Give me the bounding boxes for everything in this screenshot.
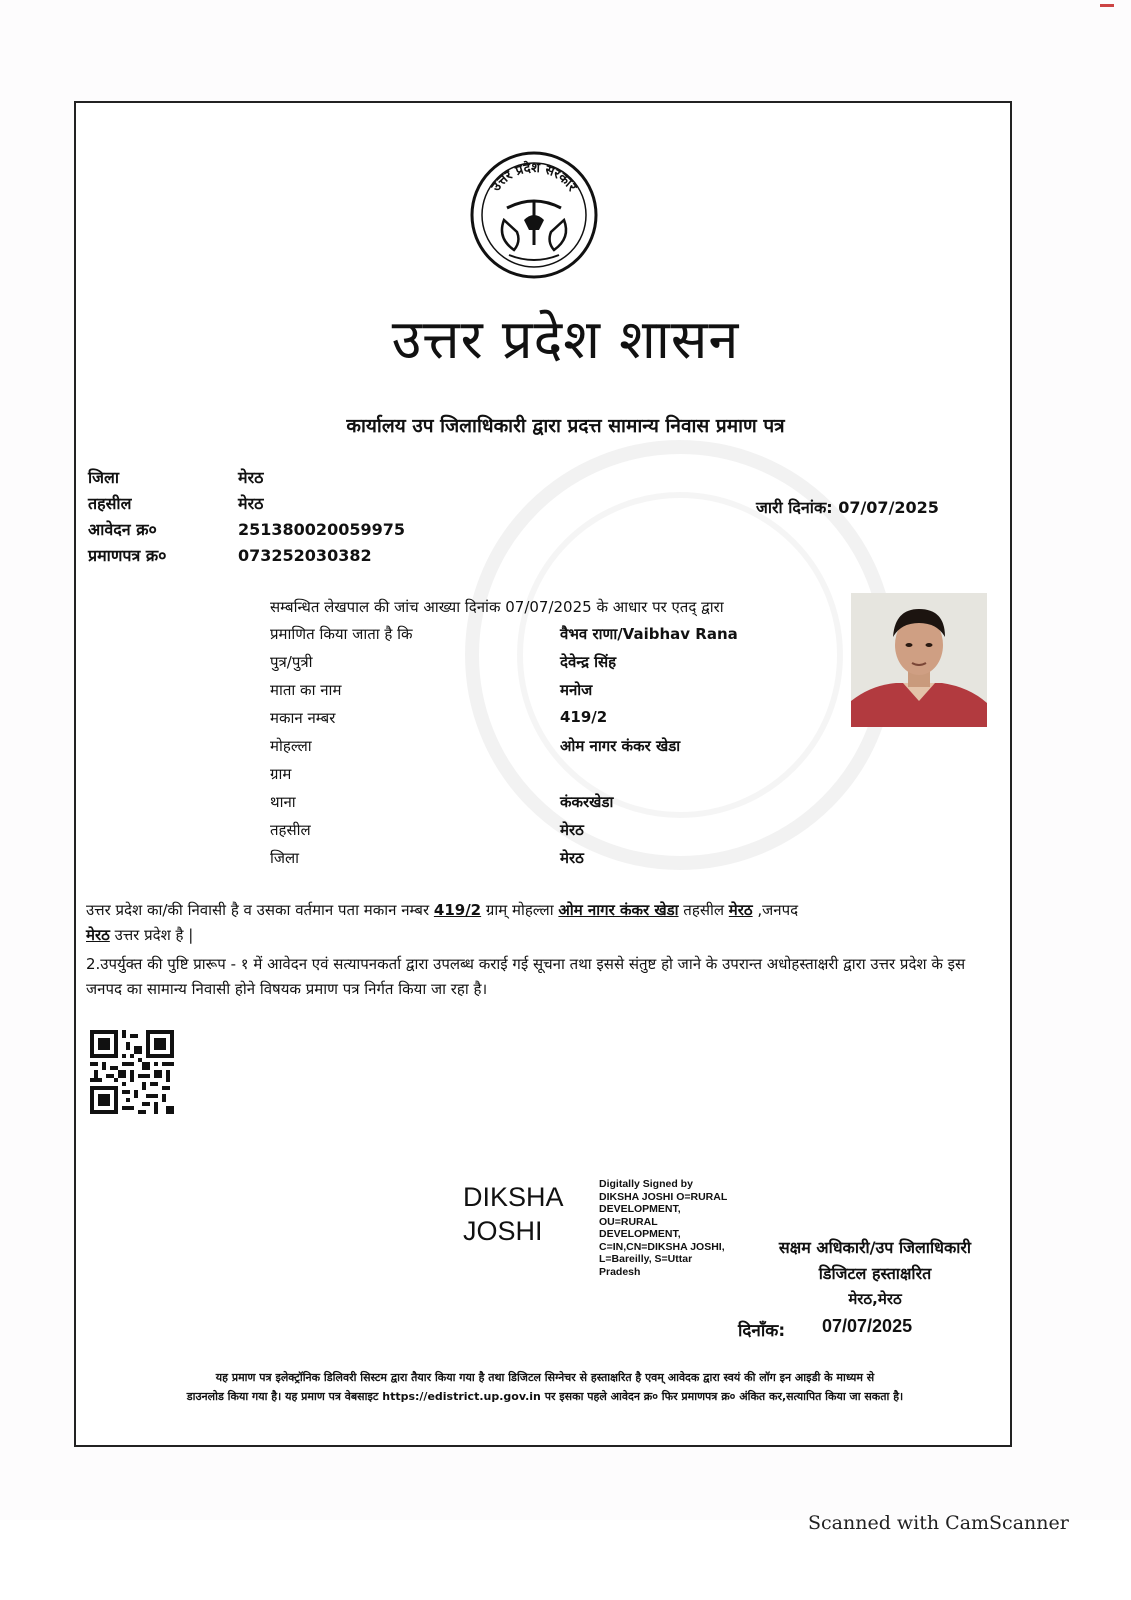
field-value: 419/2	[560, 708, 608, 726]
tehsil-label: तहसील	[88, 494, 132, 513]
field-label: माता का नाम	[270, 681, 342, 699]
statement-text: उत्तर प्रदेश का/की निवासी है व उसका वर्तमान पता मकान नम्बर	[86, 901, 434, 919]
field-label: तहसील	[270, 821, 311, 839]
statement-house: 419/2	[433, 901, 482, 919]
scan-mark	[1100, 4, 1114, 7]
certificate-line	[88, 544, 372, 566]
issuing-place: मेरठ,मेरठ	[848, 1290, 902, 1308]
application-line	[88, 518, 405, 540]
field-label: पुत्र/पुत्री	[270, 653, 313, 671]
field-row	[270, 708, 608, 728]
signature-detail-line: Digitally Signed by	[599, 1178, 693, 1190]
district-label: जिला	[88, 468, 120, 487]
tehsil-value: मेरठ	[238, 494, 264, 513]
field-row	[270, 792, 614, 812]
signature-detail-line: C=IN,CN=DIKSHA JOSHI,	[599, 1240, 725, 1253]
emblem-text: उत्तर प्रदेश सरकार	[488, 160, 580, 195]
certificate-subtitle: कार्यालय उप जिलाधिकारी द्वारा प्रदत्त सामान्य निवास प्रमाण पत्र	[346, 415, 785, 437]
signature-detail-line: DEVELOPMENT,	[599, 1228, 681, 1240]
statement-text: तहसील	[678, 901, 729, 919]
field-value: मनोज	[560, 681, 593, 699]
footer-line2: डाउनलोड किया गया है। यह प्रमाण पत्र वेबसाइट https://edistrict.up.gov.in पर इसका पहले आवेदन क्र० फिर प्रमाणपत्र क्र० अंकित कर,सत्यापित किया जा सकता है।	[186, 1390, 904, 1403]
district-value: मेरठ	[238, 468, 264, 487]
up-govt-emblem-icon	[469, 150, 599, 280]
field-value: मेरठ	[560, 821, 584, 839]
field-row	[270, 820, 584, 840]
field-label: मकान नम्बर	[270, 709, 336, 727]
signature-detail-line: OU=RURAL	[599, 1215, 658, 1228]
statement-text: उत्तर प्रदेश है |	[109, 926, 194, 944]
statement-tehsil: मेरठ	[728, 901, 753, 919]
field-value: कंकरखेडा	[560, 793, 614, 811]
signature-detail-line: DEVELOPMENT,	[599, 1203, 681, 1215]
signer-name-line1: DIKSHA	[463, 1182, 564, 1212]
sign-date-value: 07/07/2025	[822, 1316, 913, 1336]
authority-title: सक्षम अधिकारी/उप जिलाधिकारी	[778, 1238, 972, 1257]
statement-mohalla: ओम नागर कंकर खेडा	[558, 901, 679, 919]
field-value: देवेन्द्र सिंह	[560, 653, 617, 671]
certificate-value: 073252030382	[238, 546, 372, 565]
field-label: जिला	[270, 849, 300, 867]
tehsil-line	[88, 492, 263, 514]
field-row	[270, 736, 681, 756]
signature-detail-line: L=Bareilly, S=Uttar	[599, 1253, 693, 1265]
signature-detail-line: DIKSHA JOSHI O=RURAL	[599, 1190, 728, 1203]
field-label: मोहल्ला	[270, 737, 312, 755]
field-row	[270, 624, 738, 644]
field-row	[270, 764, 291, 784]
statement-text: ,जनपद	[752, 901, 799, 919]
statement-district: मेरठ	[86, 926, 110, 944]
issue-date: जारी दिनांक: 07/07/2025	[756, 498, 939, 517]
applicant-photo	[851, 593, 987, 727]
residence-statement	[86, 898, 986, 948]
signer-name-line2: JOSHI	[463, 1216, 543, 1246]
digital-signature-details	[599, 1178, 749, 1278]
svg-text:उत्तर प्रदेश सरकार	[488, 160, 580, 195]
signature-detail-line: Pradesh	[599, 1265, 641, 1278]
footer-note	[90, 1368, 1000, 1406]
field-label: थाना	[270, 793, 296, 811]
scanner-watermark: Scanned with CamScanner	[808, 1512, 1069, 1534]
footer-line1: यह प्रमाण पत्र इलेक्ट्रॉनिक डिलिवरी सिस्टम द्वारा तैयार किया गया है तथा डिजिटल सिग्नेचर से हस्ताक्षरित है एवम् आवेदक द्वारा स्वयं की लॉग इन आइडी के माध्यम से	[215, 1371, 875, 1384]
qr-code-icon	[90, 1030, 174, 1114]
field-label: प्रमाणित किया जाता है कि	[270, 625, 413, 643]
field-row	[270, 680, 593, 700]
application-value: 251380020059975	[238, 520, 405, 539]
digital-signed-label: डिजिटल हस्ताक्षरित	[818, 1264, 932, 1283]
certificate-label: प्रमाणपत्र क्र०	[88, 546, 167, 565]
sign-date-label: दिनाँक:	[738, 1321, 786, 1341]
application-label: आवेदन क्र०	[88, 520, 157, 539]
page-title: उत्तर प्रदेश शासन	[391, 308, 740, 371]
field-row	[270, 848, 584, 868]
field-row	[270, 652, 617, 672]
field-value: ओम नागर कंकर खेडा	[560, 737, 681, 755]
confirmation-statement: 2.उपर्युक्त की पुष्टि प्रारूप - १ में आवेदन एवं सत्यापनकर्ता द्वारा उपलब्ध कराई गई सूचना तथा इससे संतुष्ट हो जाने के उपरान्त अधोहस्ताक्षरी द्वारा उत्तर प्रदेश के इस जनपद का सामान्य निवासी होने विषयक प्रमाण पत्र निर्गत किया जा रहा है।	[86, 955, 966, 998]
statement-text: ग्राम् मोहल्ला	[481, 901, 559, 919]
field-value: मेरठ	[560, 849, 584, 867]
signer-name	[463, 1180, 564, 1248]
district-line	[88, 466, 263, 488]
field-label: ग्राम	[270, 765, 292, 783]
field-value: वैभव राणा/Vaibhav Rana	[560, 625, 738, 643]
verification-intro: सम्बन्धित लेखपाल की जांच आख्या दिनांक 07/07/2025 के आधार पर एतद् द्वारा	[270, 598, 724, 616]
